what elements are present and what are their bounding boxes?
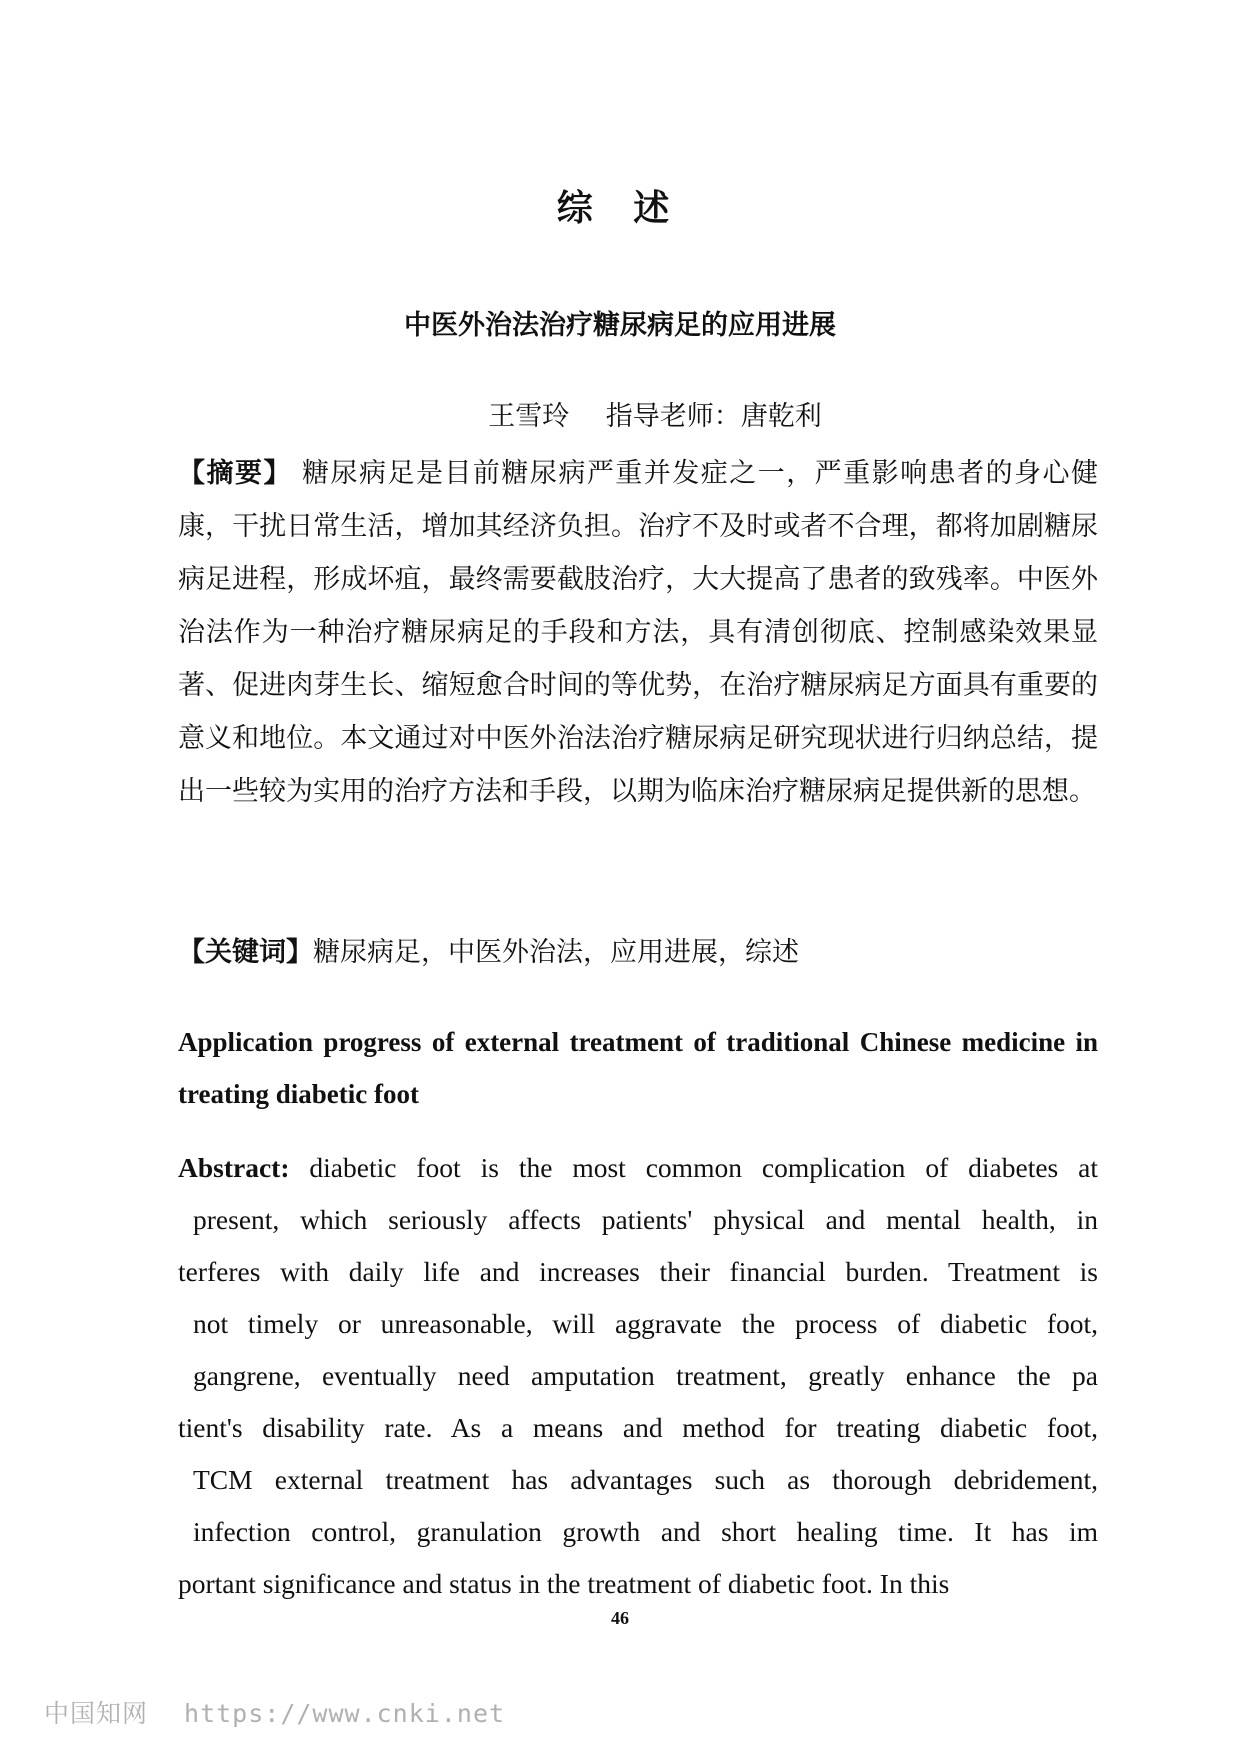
english-abstract-line: TCM external treatment has advantages such as thorough debridement, — [193, 1464, 1098, 1495]
english-abstract-line: gangrene, eventually need amputation treatment, greatly enhance the pa — [193, 1360, 1098, 1391]
chinese-abstract-text: 糖尿病足是目前糖尿病严重并发症之一，严重影响患者的身心健康，干扰日常生活，增加其经济负担。治疗不及时或者不合理，都将加剧糖尿病足进程，形成坏疽，最终需要截肢治疗，大大提高了患者的致残率。中医外治法作为一种治疗糖尿病足的手段和方法，具有清创彻底、控制感染效果显著、促进肉芽生长、缩短愈合时间的等优势，在治疗糖尿病足方面具有重要的意义和地位。本文通过对中医外治法治疗糖尿病足研究现状进行归纳总结，提出一些较为实用的治疗方法和手段，以期为临床治疗糖尿病足提供新的思想。 — [178, 458, 1099, 807]
chinese-keywords — [178, 926, 1098, 979]
cnki-watermark — [44, 1694, 505, 1730]
english-abstract-line: tient's disability rate. As a means and method for treating diabetic foot, — [178, 1412, 1098, 1443]
english-abstract-line: terferes with daily life and increases their financial burden. Treatment is — [178, 1256, 1098, 1287]
chinese-abstract — [178, 447, 1098, 818]
page-number: 46 — [611, 1608, 629, 1628]
author-name: 王雪玲 — [488, 401, 570, 432]
section-title: 综 述 — [556, 188, 684, 229]
english-abstract-line: infection control, granulation growth and short healing time. It has im — [193, 1516, 1098, 1547]
advisor-name: 指导老师：唐乾利 — [605, 401, 822, 432]
english-abstract — [178, 1142, 1098, 1610]
english-abstract-label: Abstract: — [178, 1152, 290, 1183]
watermark-url: https://www.cnki.net — [184, 1699, 506, 1728]
english-abstract-text: diabetic foot is the most common complication of diabetes at — [309, 1152, 1099, 1183]
english-abstract-line: not timely or unreasonable, will aggravate the process of diabetic foot, — [193, 1308, 1098, 1339]
chinese-keywords-text: 糖尿病足，中医外治法，应用进展，综述 — [313, 937, 799, 968]
english-title: Application progress of external treatment of traditional Chinese medicine in treating diabetic foot — [178, 1027, 1098, 1109]
watermark-name: 中国知网 — [44, 1699, 149, 1728]
author-line — [0, 394, 1240, 433]
chinese-keywords-label: 【关键词】 — [178, 937, 313, 968]
chinese-abstract-label: 【摘要】 — [178, 458, 292, 489]
english-abstract-line: portant significance and status in the treatment of diabetic foot. In this — [178, 1568, 950, 1599]
paper-title: 中医外治法治疗糖尿病足的应用进展 — [404, 310, 836, 341]
english-abstract-line — [178, 1142, 1098, 1194]
english-abstract-line: present, which seriously affects patients' physical and mental health, in — [193, 1204, 1098, 1235]
